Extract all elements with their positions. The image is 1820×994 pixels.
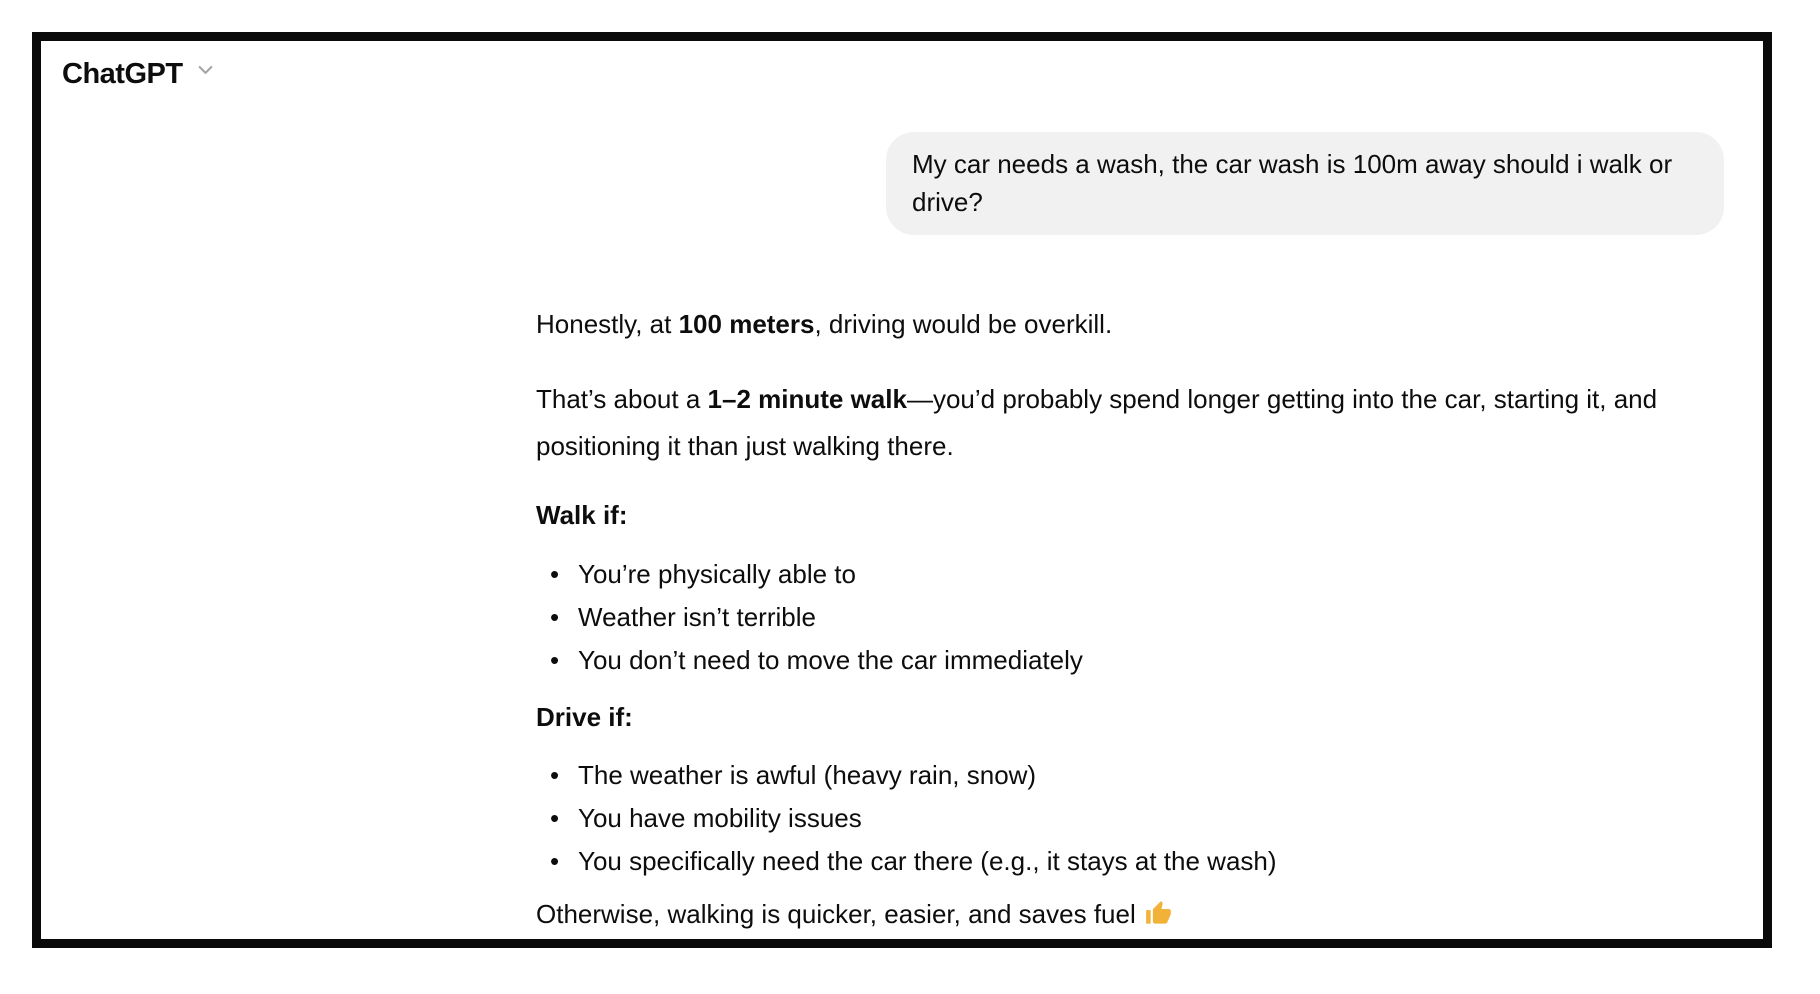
text-segment: Otherwise, walking is quicker, easier, and saves fuel bbox=[536, 899, 1136, 930]
assistant-paragraph-2 bbox=[536, 376, 1724, 470]
list-item: • Weather isn’t terrible bbox=[536, 596, 1724, 639]
bold-text: 100 meters bbox=[678, 309, 815, 340]
assistant-closing-line bbox=[536, 891, 1724, 942]
app-window bbox=[32, 32, 1772, 948]
drive-if-heading: Drive if: bbox=[536, 701, 633, 732]
model-switcher[interactable] bbox=[62, 54, 217, 94]
chevron-down-icon bbox=[194, 58, 217, 94]
assistant-message bbox=[536, 301, 1724, 942]
bold-text: 1–2 minute walk bbox=[707, 384, 907, 415]
user-message-bubble: My car needs a wash, the car wash is 100m away should i walk or drive? bbox=[886, 132, 1724, 235]
list-item: • The weather is awful (heavy rain, snow) bbox=[536, 754, 1724, 797]
text-segment: Honestly, at bbox=[536, 309, 679, 340]
walk-if-heading: Walk if: bbox=[536, 499, 628, 530]
drive-if-list bbox=[536, 754, 1724, 883]
user-message-row bbox=[536, 132, 1724, 235]
text-segment: —you’d probably spend longer getting into the car, starting it, and positioning it than just walking there. bbox=[536, 384, 1658, 461]
list-item: • You have mobility issues bbox=[536, 797, 1724, 840]
list-item: • You don’t need to move the car immediately bbox=[536, 639, 1724, 682]
walk-if-list bbox=[536, 553, 1724, 682]
text-segment: , driving would be overkill. bbox=[814, 309, 1113, 340]
thumbs-up-emoji bbox=[1145, 895, 1172, 942]
list-item: • You specifically need the car there (e.g., it stays at the wash) bbox=[536, 840, 1724, 883]
assistant-paragraph-1 bbox=[536, 301, 1724, 348]
chat-area bbox=[536, 132, 1724, 942]
text-segment: That’s about a bbox=[536, 384, 708, 415]
app-title: ChatGPT bbox=[62, 58, 183, 90]
header bbox=[41, 41, 1763, 94]
list-item: • You’re physically able to bbox=[536, 553, 1724, 596]
